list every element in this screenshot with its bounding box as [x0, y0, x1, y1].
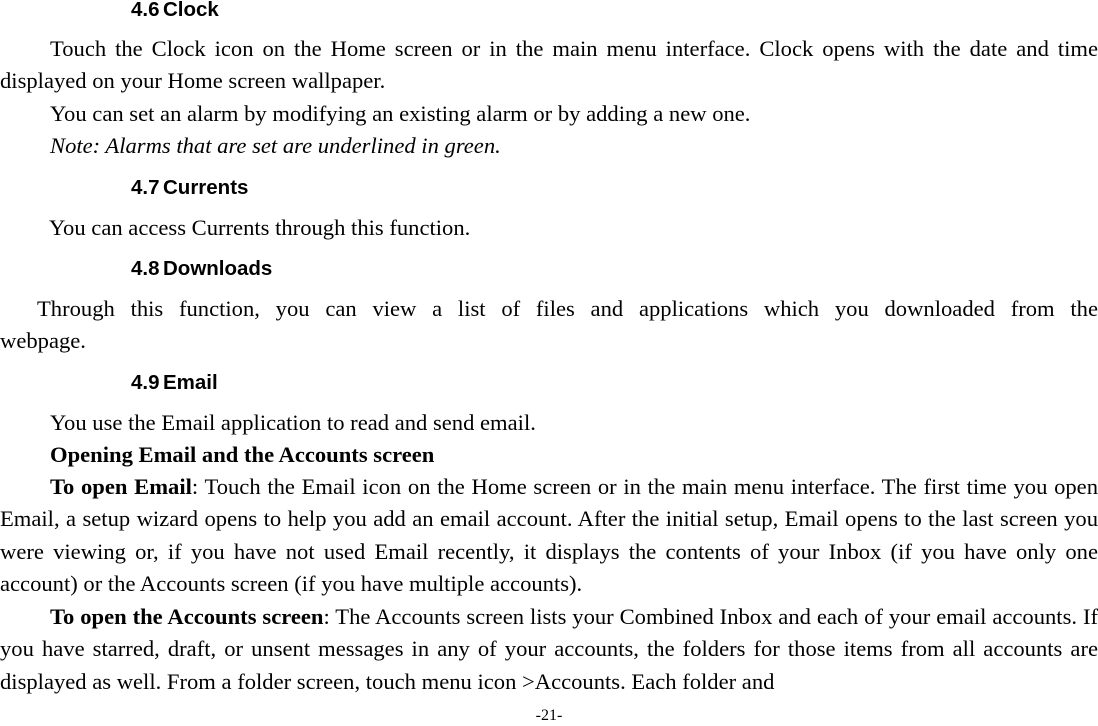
clock-note: Note: Alarms that are set are underlined in green.: [50, 133, 501, 158]
email-open-paragraph: [0, 471, 1098, 600]
section-heading-currents: [131, 176, 248, 200]
open-accounts-text: : The Accounts screen lists your Combined Inbox and each of your email accounts. If you have starred, draft, or unsent messages in any of your accounts, the folders for those items from all accounts are displayed as well. From a folder screen, touch menu icon >Accounts. Each folder and: [0, 604, 1098, 694]
currents-paragraph-1: You can access Currents through this function.: [49, 215, 471, 240]
downloads-paragraph-1: Through this function, you can view a list of files and applications which you downloaded from the webpage.: [0, 296, 1098, 354]
section-title: Email: [163, 371, 218, 394]
email-paragraph-1: You use the Email application to read and send email.: [50, 410, 536, 435]
section-number: 4.7: [131, 176, 160, 199]
section-heading-downloads: [131, 257, 272, 281]
section-heading-clock: [131, 0, 219, 22]
clock-paragraph-2: You can set an alarm by modifying an existing alarm or by adding a new one.: [50, 101, 751, 126]
open-accounts-label: To open the Accounts screen: [50, 604, 324, 629]
open-email-text: : Touch the Email icon on the Home screen or in the main menu interface. The first time you open Email, a setup wizard opens to help you add an email account. After the initial setup, Email opens to the last screen you were viewing or, if you have not used Email recently, it displays the contents of your Inbox (if you have only one account) or the Accounts screen (if you have multiple accounts).: [0, 474, 1098, 596]
section-heading-email: [131, 371, 218, 395]
page-number: -21-: [535, 707, 563, 724]
email-subheading: Opening Email and the Accounts screen: [50, 442, 435, 467]
section-title: Currents: [163, 176, 249, 199]
section-number: 4.8: [131, 257, 160, 280]
email-accounts-paragraph: [0, 601, 1098, 698]
section-number: 4.9: [131, 371, 160, 394]
open-email-label: To open Email: [50, 474, 192, 499]
section-number: 4.6: [131, 0, 160, 21]
clock-paragraph-1: Touch the Clock icon on the Home screen or in the main menu interface. Clock opens with the date and time displayed on your Home screen wallpaper.: [0, 36, 1098, 94]
section-title: Clock: [163, 0, 219, 21]
section-title: Downloads: [163, 257, 273, 280]
